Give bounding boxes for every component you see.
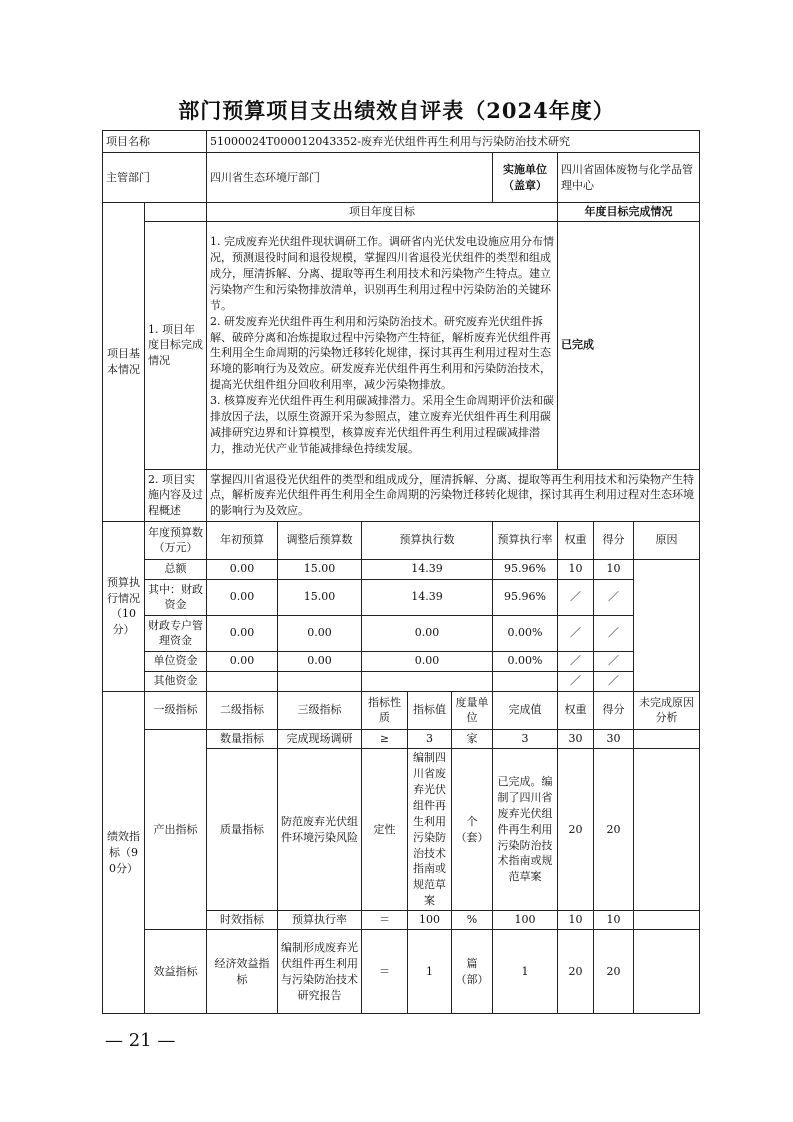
perf-l2: 经济效益指标 — [207, 930, 278, 1014]
project-name-value: 51000024T000012043352-废弃光伏组件再生利用与污染防治技术研究 — [207, 131, 700, 153]
budget-header: 权重 — [558, 521, 594, 559]
perf-score: 30 — [594, 729, 634, 748]
perf-unit: 家 — [452, 729, 493, 748]
budget-weight: ／ — [558, 651, 594, 671]
budget-adjusted: 0.00 — [278, 651, 362, 671]
perf-done: 已完成。编制了四川省废弃光伏组件再生利用污染防治技术指南或规范草案 — [493, 748, 558, 910]
budget-row-name: 其他资金 — [145, 671, 207, 691]
impl-unit-value: 四川省固体废物与化学品管理中心 — [558, 153, 700, 203]
perf-l2: 时效指标 — [207, 911, 278, 930]
budget-rate — [493, 671, 558, 691]
perf-nature: ＝ — [362, 930, 408, 1014]
budget-reason — [634, 559, 700, 691]
perf-header: 完成值 — [493, 691, 558, 729]
budget-initial — [207, 671, 278, 691]
budget-header: 年度预算数（万元） — [145, 521, 207, 559]
budget-header: 预算执行率 — [493, 521, 558, 559]
perf-header: 度量单位 — [452, 691, 493, 729]
perf-done: 3 — [493, 729, 558, 748]
goal-list — [207, 221, 558, 469]
goal-status: 已完成 — [558, 221, 700, 469]
budget-row-name: 其中：财政资金 — [145, 579, 207, 615]
budget-header: 年初预算 — [207, 521, 278, 559]
project-name-label: 项目名称 — [103, 131, 207, 153]
status-header: 年度目标完成情况 — [558, 203, 700, 222]
budget-score: ／ — [594, 671, 634, 691]
budget-initial: 0.00 — [207, 579, 278, 615]
page-number: — 21 — — [105, 1030, 176, 1051]
budget-weight: ／ — [558, 615, 594, 651]
perf-reason — [634, 748, 700, 910]
perf-header: 指标值 — [408, 691, 452, 729]
output-indicator-label: 产出指标 — [145, 729, 207, 929]
perf-l2: 数量指标 — [207, 729, 278, 748]
budget-rate: 0.00% — [493, 615, 558, 651]
budget-adjusted — [278, 671, 362, 691]
budget-initial: 0.00 — [207, 651, 278, 671]
goal-header: 项目年度目标 — [207, 203, 558, 222]
perf-l3: 完成现场调研 — [278, 729, 362, 748]
perf-nature: ＝ — [362, 911, 408, 930]
perf-done: 1 — [493, 930, 558, 1014]
perf-section-label: 绩效指标（90分） — [103, 691, 145, 1013]
perf-value: 3 — [408, 729, 452, 748]
perf-header: 二级指标 — [207, 691, 278, 729]
perf-header: 三级指标 — [278, 691, 362, 729]
budget-executed: 14.39 — [362, 559, 493, 579]
budget-row-name: 财政专户管理资金 — [145, 615, 207, 651]
goal-item: 2. 研发废弃光伏组件再生利用和污染防治技术。研究废弃光伏组件拆解、破碎分离和冶炼提取过程中污染物产生特征，解析废弃光伏组件再生利用全生命周期的污染物迁移转化规律，探讨其再生利用过程对生态环境的影响行为及效应。研发废弃光伏组件再生利用和污染防治技术，提高光伏组件组分回收利用率，减少污染物排放。 — [210, 314, 551, 392]
budget-executed: 14.39 — [362, 579, 493, 615]
perf-unit: % — [452, 911, 493, 930]
goal-item: 3. 核算废弃光伏组件再生利用碳减排潜力。采用全生命周期评价法和碳排放因子法，以原生资源开采为参照点，建立废弃光伏组件再生利用碳减排研究边界和计算模型，核算废弃光伏组件再生利用过程碳减排潜力，推动光伏产业节能减排绿色持续发展。 — [210, 394, 554, 456]
budget-header: 预算执行数 — [362, 521, 493, 559]
dept-value: 四川省生态环境厅部门 — [207, 153, 493, 203]
impl-unit-label: 实施单位（盖章） — [493, 153, 558, 203]
perf-unit: 篇（部） — [452, 930, 493, 1014]
budget-adjusted: 0.00 — [278, 615, 362, 651]
perf-weight: 30 — [558, 729, 594, 748]
dept-label: 主管部门 — [103, 153, 207, 203]
perf-unit: 个（套） — [452, 748, 493, 910]
budget-section-label: 预算执行情况（10分） — [103, 521, 145, 691]
perf-header: 一级指标 — [145, 691, 207, 729]
perf-score: 20 — [594, 748, 634, 910]
perf-value: 100 — [408, 911, 452, 930]
evaluation-table — [102, 130, 700, 1014]
perf-nature: 定性 — [362, 748, 408, 910]
budget-adjusted: 15.00 — [278, 579, 362, 615]
perf-header: 权重 — [558, 691, 594, 729]
budget-initial: 0.00 — [207, 559, 278, 579]
perf-header: 未完成原因分析 — [634, 691, 700, 729]
budget-score: ／ — [594, 615, 634, 651]
benefit-indicator-label: 效益指标 — [145, 930, 207, 1014]
perf-header: 指标性质 — [362, 691, 408, 729]
budget-executed: 0.00 — [362, 651, 493, 671]
budget-score: ／ — [594, 579, 634, 615]
budget-adjusted: 15.00 — [278, 559, 362, 579]
budget-score: ／ — [594, 651, 634, 671]
budget-header: 原因 — [634, 521, 700, 559]
goal-label: 1. 项目年度目标完成情况 — [145, 221, 207, 469]
perf-reason — [634, 729, 700, 748]
perf-weight: 20 — [558, 748, 594, 910]
perf-done: 100 — [493, 911, 558, 930]
budget-executed: 0.00 — [362, 615, 493, 651]
perf-header: 得分 — [594, 691, 634, 729]
perf-weight: 10 — [558, 911, 594, 930]
perf-l3: 编制形成废弃光伏组件再生利用与污染防治技术研究报告 — [278, 930, 362, 1014]
budget-executed — [362, 671, 493, 691]
perf-weight: 20 — [558, 930, 594, 1014]
budget-weight: ／ — [558, 579, 594, 615]
budget-row-name: 单位资金 — [145, 651, 207, 671]
perf-l2: 质量指标 — [207, 748, 278, 910]
impl-overview-label: 2. 项目实施内容及过程概述 — [145, 469, 207, 521]
budget-rate: 95.96% — [493, 559, 558, 579]
budget-weight: 10 — [558, 559, 594, 579]
perf-reason — [634, 911, 700, 930]
budget-rate: 0.00% — [493, 651, 558, 671]
basic-section-label: 项目基本情况 — [103, 203, 145, 522]
budget-score: 10 — [594, 559, 634, 579]
perf-l3: 预算执行率 — [278, 911, 362, 930]
budget-rate: 95.96% — [493, 579, 558, 615]
budget-initial: 0.00 — [207, 615, 278, 651]
perf-score: 10 — [594, 911, 634, 930]
perf-value: 编制四川省废弃光伏组件再生利用污染防治技术指南或规范草案 — [408, 748, 452, 910]
page-title: 部门预算项目支出绩效自评表（2024年度） — [178, 98, 615, 123]
goal-item: 1. 完成废弃光伏组件现状调研工作。调研省内光伏发电设施应用分布情况，预测退役时间和退役规模，掌握四川省退役光伏组件的类型和组成成分，厘清拆解、分离、提取等再生利用技术和污染物产生特点。建立污染物产生和污染物排放清单，识别再生利用过程中污染防治的关键环节。 — [210, 234, 554, 312]
perf-score: 20 — [594, 930, 634, 1014]
budget-header: 调整后预算数 — [278, 521, 362, 559]
budget-weight: ／ — [558, 671, 594, 691]
perf-reason — [634, 930, 700, 1014]
budget-row-name: 总额 — [145, 559, 207, 579]
budget-header: 得分 — [594, 521, 634, 559]
impl-overview-text: 掌握四川省退役光伏组件的类型和组成成分，厘清拆解、分离、提取等再生利用技术和污染物产生特点，解析废弃光伏组件再生利用全生命周期的污染物迁移转化规律，探讨其再生利用过程对生态环境的影响行为及效应。 — [207, 469, 700, 521]
perf-value: 1 — [408, 930, 452, 1014]
perf-l3: 防范废弃光伏组件环境污染风险 — [278, 748, 362, 910]
perf-nature: ≥ — [362, 729, 408, 748]
